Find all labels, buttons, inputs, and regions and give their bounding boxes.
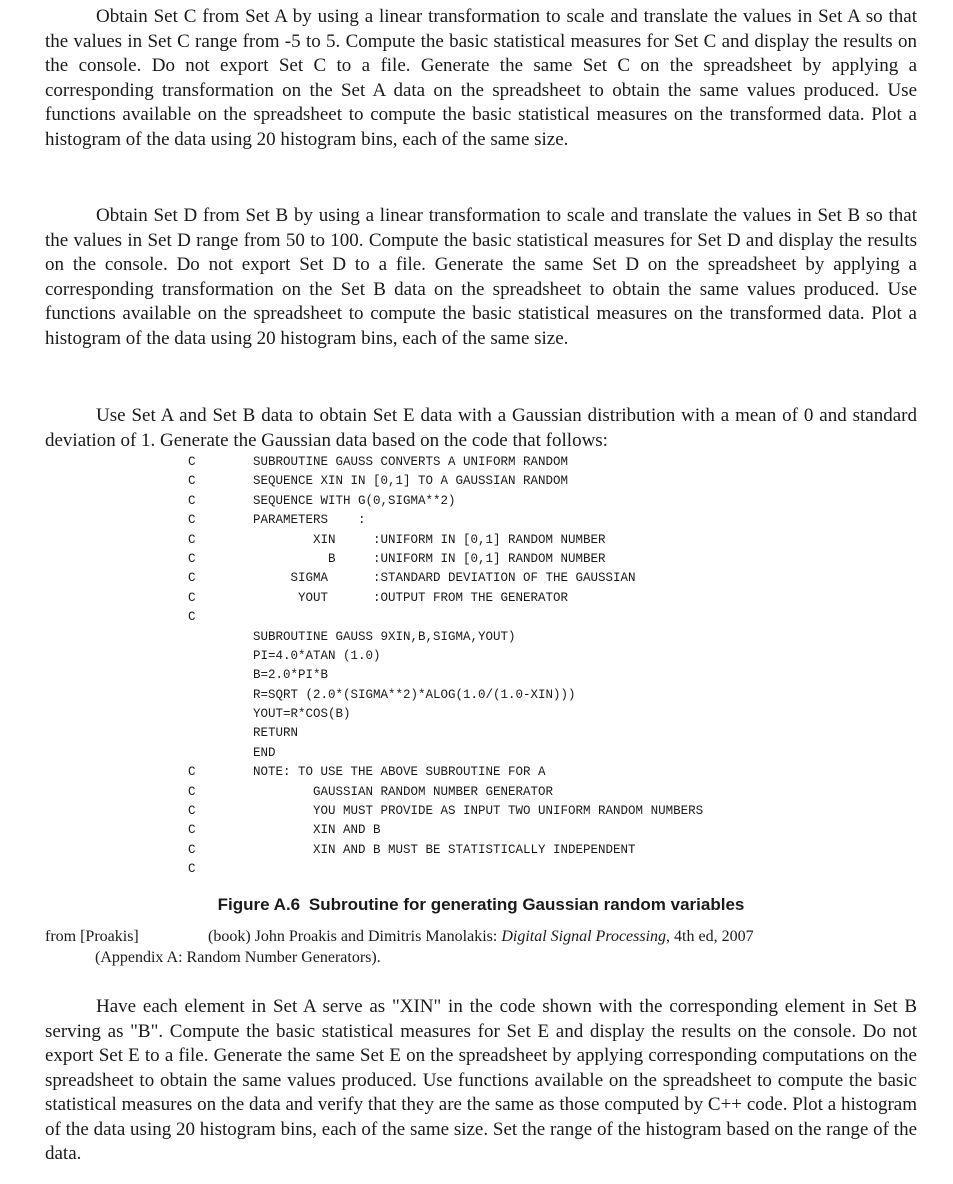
comment-marker: C — [188, 784, 196, 799]
code-line — [45, 511, 917, 530]
code-text: B=2.0*PI*B — [253, 668, 329, 683]
code-line — [45, 531, 917, 550]
code-text: B :UNIFORM IN [0,1] RANDOM NUMBER — [253, 551, 606, 566]
fortran-code-listing — [45, 453, 917, 880]
comment-marker: C — [188, 590, 196, 605]
code-line — [45, 724, 917, 743]
code-line — [45, 860, 917, 879]
code-line — [45, 686, 917, 705]
code-text: SEQUENCE WITH G(0,SIGMA**2) — [253, 493, 456, 508]
code-line — [45, 802, 917, 821]
code-text: END — [253, 745, 276, 760]
code-text: SUBROUTINE GAUSS 9XIN,B,SIGMA,YOUT) — [253, 629, 516, 644]
comment-marker: C — [188, 610, 196, 625]
code-line — [45, 628, 917, 647]
source-suffix: , 4th ed, 2007 — [666, 928, 754, 945]
code-line — [45, 647, 917, 666]
code-line — [45, 589, 917, 608]
code-line — [45, 744, 917, 763]
source-citation — [45, 926, 917, 968]
figure-number: Figure A.6 — [217, 895, 301, 914]
code-text: SEQUENCE XIN IN [0,1] TO A GAUSSIAN RANDOM — [253, 474, 569, 489]
code-line — [45, 608, 917, 627]
code-line — [45, 763, 917, 782]
code-line — [45, 666, 917, 685]
code-text: GAUSSIAN RANDOM NUMBER GENERATOR — [253, 784, 554, 799]
code-text: PI=4.0*ATAN (1.0) — [253, 648, 381, 663]
code-line — [45, 783, 917, 802]
source-book-title: Digital Signal Processing — [501, 928, 667, 945]
code-text: SUBROUTINE GAUSS CONVERTS A UNIFORM RANDOM — [253, 455, 569, 469]
code-line — [45, 492, 917, 511]
code-text: XIN AND B — [253, 823, 381, 838]
code-text: RETURN — [253, 726, 299, 741]
comment-marker: C — [188, 823, 196, 838]
code-text: XIN :UNIFORM IN [0,1] RANDOM NUMBER — [253, 532, 606, 547]
comment-marker: C — [188, 532, 196, 547]
code-text: YOUT=R*COS(B) — [253, 707, 351, 722]
comment-marker: C — [188, 455, 196, 469]
code-line — [45, 705, 917, 724]
code-text: SIGMA :STANDARD DEVIATION OF THE GAUSSIAN — [253, 571, 636, 586]
code-text: XIN AND B MUST BE STATISTICALLY INDEPENDENT — [253, 842, 636, 857]
comment-marker: C — [188, 513, 196, 528]
code-line — [45, 550, 917, 569]
code-line — [45, 453, 917, 472]
figure-caption — [45, 893, 917, 917]
comment-marker: C — [188, 842, 196, 857]
code-text: PARAMETERS : — [253, 513, 366, 528]
code-line — [45, 569, 917, 588]
code-text: YOUT :OUTPUT FROM THE GENERATOR — [253, 590, 569, 605]
code-text: YOU MUST PROVIDE AS INPUT TWO UNIFORM RANDOM NUMBERS — [253, 804, 704, 819]
comment-marker: C — [188, 804, 196, 819]
code-text: R=SQRT (2.0*(SIGMA**2)*ALOG(1.0/(1.0-XIN))) — [253, 687, 576, 702]
code-line — [45, 472, 917, 491]
paragraph-set-e-intro: Use Set A and Set B data to obtain Set E data with a Gaussian distribution with a mean of 0 and standard deviation of 1. Generate the Gaussian data based on the code that follows: — [45, 405, 917, 451]
comment-marker: C — [188, 571, 196, 586]
comment-marker: C — [188, 474, 196, 489]
paragraph-set-e-instructions: Have each element in Set A serve as "XIN" in the code shown with the corresponding element in Set B serving as "B". Compute the basic statistical measures for Set E and display the results on the console. Do not export Set E to a file. Generate the same Set E on the spreadsheet by applying corresponding computations on the spreadsheet to obtain the same values produced. Use functions available on the spreadsheet to compute the basic statistical measures on the data and verify that they are the same as those computed by C++ code. Plot a histogram of the data using 20 histogram bins, each of the same size. Set the range of the histogram based on the range of the data. — [45, 996, 917, 1164]
source-appendix: (Appendix A: Random Number Generators). — [95, 949, 381, 966]
code-line — [45, 821, 917, 840]
comment-marker: C — [188, 765, 196, 780]
comment-marker: C — [188, 862, 196, 877]
figure-title: Subroutine for generating Gaussian random variables — [308, 895, 745, 914]
comment-marker: C — [188, 493, 196, 508]
paragraph-set-c: Obtain Set C from Set A by using a linear transformation to scale and translate the values in Set A so that the values in Set C range from -5 to 5. Compute the basic statistical measures for Set C and display the results on the console. Do not export Set C to a file. Generate the same Set C on the spreadsheet by applying a corresponding transformation on the Set A data on the spreadsheet to obtain the same values produced. Use functions available on the spreadsheet to compute the basic statistical measures on the transformed data. Plot a histogram of the data using 20 histogram bins, each of the same size. — [45, 6, 917, 150]
comment-marker: C — [188, 551, 196, 566]
code-text: NOTE: TO USE THE ABOVE SUBROUTINE FOR A — [253, 765, 546, 780]
code-line — [45, 841, 917, 860]
source-label: from [Proakis] — [45, 928, 139, 945]
paragraph-set-d: Obtain Set D from Set B by using a linear transformation to scale and translate the values in Set B so that the values in Set D range from 50 to 100. Compute the basic statistical measures for Set D and display the results on the console. Do not export Set D to a file. Generate the same Set D on the spreadsheet by applying a corresponding transformation on the Set B data on the spreadsheet to obtain the same values produced. Use functions available on the spreadsheet to compute the basic statistical measures on the transformed data. Plot a histogram of the data using 20 histogram bins, each of the same size. — [45, 205, 917, 349]
source-prefix: (book) John Proakis and Dimitris Manolakis: — [208, 928, 498, 945]
